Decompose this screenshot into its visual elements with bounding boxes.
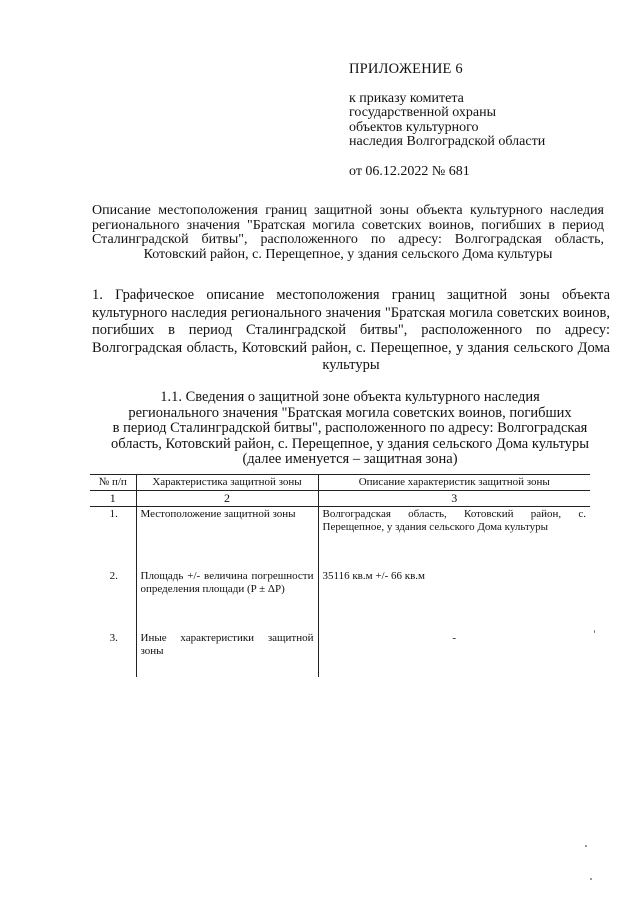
column-number: 1 <box>90 491 136 507</box>
table-row <box>90 507 590 570</box>
subsection-line: регионального значения "Братская могила советских воинов, погибших <box>128 404 572 421</box>
header-cell-characteristic: Характеристика защитной зоны <box>136 475 318 491</box>
row-number: 2. <box>109 570 118 582</box>
row-characteristic: Площадь +/- величина погрешности определения площади (P ± ΔP) <box>136 569 318 631</box>
row-description: 35116 кв.м +/- 66 кв.м <box>318 569 590 631</box>
order-date: от 06.12.2022 № 681 <box>349 163 470 179</box>
row-number: 3. <box>109 632 118 644</box>
subsection-heading <box>96 390 604 468</box>
subsection-line: область, Котовский район, с. Перещепное, у здания сельского Дома культуры <box>110 435 590 452</box>
row-characteristic: Местоположение защитной зоны <box>136 507 318 570</box>
row-description: - <box>318 631 590 677</box>
approval-line: к приказу комитета <box>349 90 464 106</box>
column-number: 2 <box>136 491 318 507</box>
table-row <box>90 569 590 631</box>
subsection-line: 1.1. Сведения о защитной зоне объекта культурного наследия <box>160 389 540 405</box>
subsection-line: (далее именуется – защитная зона) <box>242 451 458 468</box>
scan-speck <box>594 630 595 633</box>
scan-speck <box>590 878 592 880</box>
row-number: 1. <box>109 508 118 520</box>
column-number: 3 <box>318 491 590 507</box>
approval-line: наследия Волгоградской области <box>349 134 546 149</box>
section-1-text: 1. Графическое описание местоположения границ защитной зоны объекта культурного наследия регионального значения "Братская могила советских воинов, погибших в период Сталинградской битвы", расположенного по адресу: Волгоградская область, Котовский район, с. Перещепное, у здания сельского Дома культуры <box>92 287 610 374</box>
protection-zone-table <box>90 474 590 677</box>
table-row <box>90 631 590 677</box>
appendix-title: ПРИЛОЖЕНИЕ 6 <box>349 61 463 77</box>
subsection-line: в период Сталинградской битвы", расположенного по адресу: Волгоградская <box>112 420 588 437</box>
header-cell-number: № п/п <box>90 475 136 491</box>
row-description: Волгоградская область, Котовский район, с. Перещепное, у здания сельского Дома культуры <box>318 507 590 570</box>
row-characteristic: Иные характеристики защитной зоны <box>136 631 318 677</box>
approval-block <box>349 62 609 179</box>
column-number-row <box>90 491 590 507</box>
approval-line: государственной охраны <box>349 105 497 120</box>
approval-line: объектов культурного <box>349 119 479 135</box>
description-title: Описание местоположения границ защитной зоны объекта культурного наследия регионального значения "Братская могила советских воинов, погибших в период Сталинградской битвы", расположенного по адресу: Волгоградская область, Котовский район, с. Перещепное, у здания сельского Дома культуры <box>92 203 604 262</box>
table-header-row <box>90 475 590 491</box>
header-cell-description: Описание характеристик защитной зоны <box>318 475 590 491</box>
scan-speck <box>585 845 587 847</box>
